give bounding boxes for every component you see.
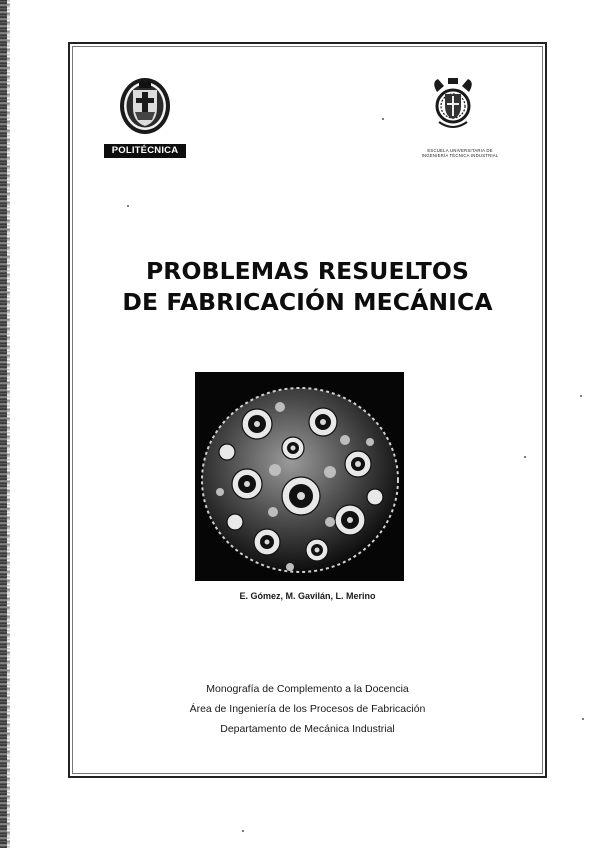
upm-logo — [102, 76, 192, 160]
euiti-caption-line2: INGENIERÍA TÉCNICA INDUSTRIAL — [421, 153, 499, 158]
upm-seal-icon — [102, 76, 192, 146]
scan-speck — [242, 830, 244, 832]
scan-speck — [127, 205, 129, 207]
scan-speck — [382, 118, 384, 120]
euiti-logo — [400, 76, 520, 166]
cover-photo-gear-sphere — [195, 372, 404, 581]
book-title-line1: PROBLEMAS RESUELTOS — [145, 257, 470, 285]
info-line-monograph: Monografía de Complemento a la Docencia — [206, 683, 409, 695]
scan-speck — [582, 718, 584, 720]
gear-sphere-image — [195, 372, 404, 581]
scan-speck — [580, 395, 582, 397]
book-title-line2: DE FABRICACIÓN MECÁNICA — [122, 288, 493, 316]
publication-info — [68, 679, 547, 739]
euiti-emblem-icon — [400, 76, 520, 146]
euiti-caption-line1: ESCUELA UNIVERSITARIA DE — [427, 148, 493, 153]
info-line-department: Departamento de Mecánica Industrial — [220, 723, 395, 735]
info-line-area: Área de Ingeniería de los Procesos de Fabricación — [189, 703, 426, 715]
politecnica-label: POLITÉCNICA — [104, 144, 186, 158]
scanned-binding-edge — [0, 0, 7, 848]
scan-speck — [524, 456, 526, 458]
book-title — [68, 256, 547, 318]
authors-line: E. Gómez, M. Gavilán, L. Merino — [239, 591, 376, 601]
euiti-caption — [400, 148, 520, 158]
